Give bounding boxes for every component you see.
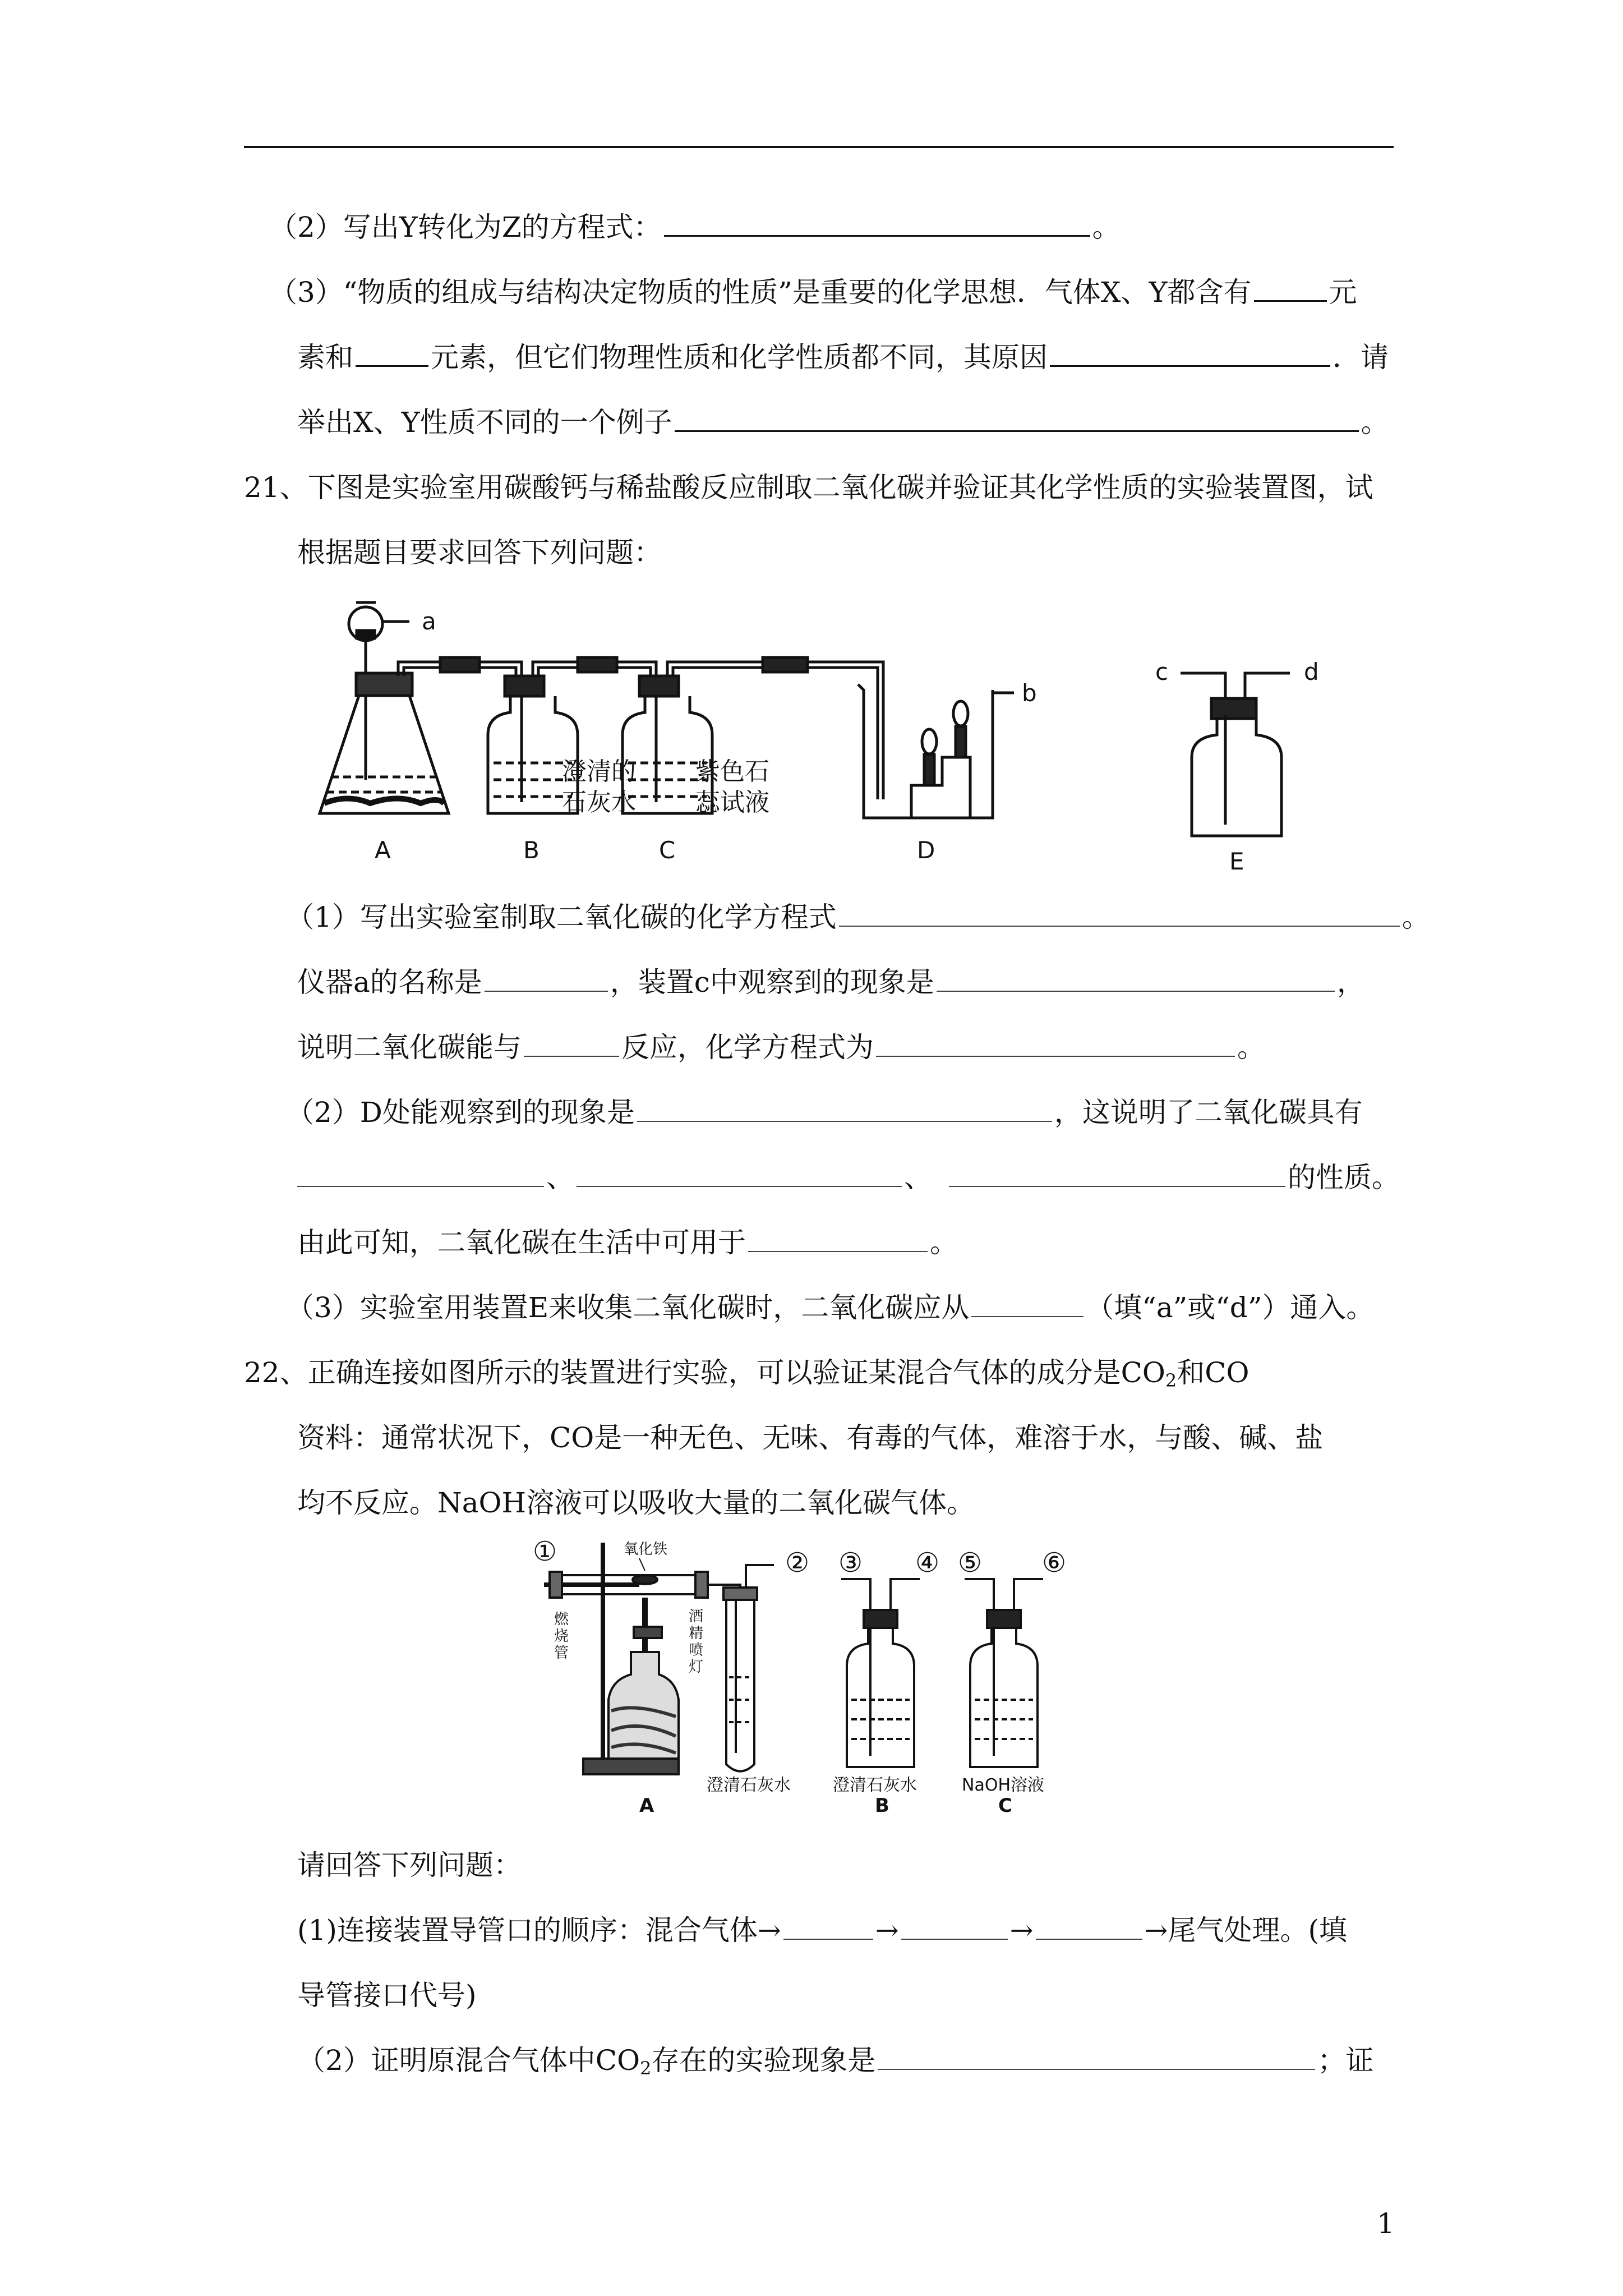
- answer-blank[interactable]: [1254, 300, 1327, 302]
- q20-part3-line1: （3）“物质的组成与结构决定物质的性质”是重要的化学思想．气体X、Y都含有 元: [269, 276, 1357, 309]
- label-lime-water-a: 澄清石灰水: [707, 1775, 791, 1795]
- label-litmus-2: 蕊试液: [695, 788, 769, 817]
- answer-blank[interactable]: [878, 2069, 1315, 2070]
- label-naoh-c: NaOH溶液: [962, 1775, 1044, 1795]
- label-c: c: [1155, 658, 1169, 685]
- q22-part1-line1: (1)连接装置导管口的顺序：混合气体→ → → →尾气处理。(填: [297, 1914, 1347, 1947]
- port-5-label: ⑤: [958, 1547, 983, 1579]
- answer-blank[interactable]: [949, 1186, 1285, 1187]
- label-lime-water-b: 澄清石灰水: [833, 1775, 917, 1795]
- label-a: a: [422, 608, 436, 635]
- q21-part3: （3）实验室用装置E来收集二氧化碳时，二氧化碳应从 （填“a”或“d”）通入。: [286, 1291, 1375, 1324]
- port-2-label: ②: [785, 1547, 810, 1579]
- q21-stem-line1: 21、下图是实验室用碳酸钙与稀盐酸反应制取二氧化碳并验证其化学性质的实验装置图，试: [244, 471, 1373, 504]
- answer-blank[interactable]: [675, 430, 1359, 432]
- header-rule: [244, 146, 1394, 148]
- q22-part1-line2: 导管接口代号): [297, 1979, 477, 2012]
- label-tube: 燃: [554, 1611, 569, 1628]
- apparatus-c-label: C: [659, 836, 676, 864]
- bottle-e: [1192, 719, 1281, 836]
- q21-stem-line2: 根据题目要求回答下列问题：: [297, 536, 662, 569]
- port-3-label: ③: [838, 1547, 863, 1579]
- answer-blank[interactable]: [637, 1121, 1052, 1122]
- answer-blank[interactable]: [664, 235, 1090, 237]
- answer-blank[interactable]: [524, 1056, 619, 1057]
- svg-text:精: 精: [689, 1625, 704, 1642]
- answer-blank[interactable]: [748, 1251, 928, 1252]
- port-1-label: ①: [533, 1536, 557, 1567]
- q20-part2: （2）写出Y转化为Z的方程式： 。: [269, 211, 1121, 243]
- q22-stem: 22、正确连接如图所示的装置进行实验，可以验证某混合气体的成分是$CO_2$和CO: [244, 1356, 1249, 1391]
- bottle-b: [847, 1628, 914, 1767]
- svg-text:烧: 烧: [554, 1628, 569, 1645]
- q22-apparatus-figure: [527, 1531, 1110, 1818]
- svg-text:喷: 喷: [689, 1642, 704, 1659]
- svg-text:管: 管: [554, 1645, 569, 1662]
- label-d: d: [1304, 658, 1319, 685]
- port-6-label: ⑥: [1042, 1547, 1067, 1579]
- q20-part3-line3: 举出X、Y性质不同的一个例子 。: [297, 406, 1389, 439]
- apparatus-c-label: C: [998, 1795, 1012, 1817]
- label-lime-water-2: 石灰水: [562, 788, 636, 817]
- q21-apparatus-figure: [303, 595, 1368, 875]
- answer-blank[interactable]: [1050, 365, 1330, 367]
- answer-blank[interactable]: [485, 991, 608, 992]
- answer-blank[interactable]: [901, 1939, 1008, 1940]
- svg-text:灯: 灯: [689, 1659, 704, 1676]
- answer-blank[interactable]: [297, 1186, 544, 1187]
- answer-blank[interactable]: [783, 1939, 873, 1940]
- spirit-lamp: [608, 1652, 679, 1759]
- answer-blank[interactable]: [937, 991, 1335, 992]
- answer-blank[interactable]: [1036, 1939, 1142, 1940]
- q22-info-line2: 均不反应。NaOH溶液可以吸收大量的二氧化碳气体。: [297, 1487, 975, 1519]
- q21-part1-line1: （1）写出实验室制取二氧化碳的化学方程式 。: [286, 901, 1430, 933]
- bottle-c: [970, 1628, 1038, 1767]
- page-number: 1: [1377, 2207, 1395, 2240]
- q22-prompt: 请回答下列问题：: [297, 1849, 522, 1881]
- q21-part2-line3: 由此可知，二氧化碳在生活中可用于 。: [297, 1226, 958, 1259]
- label-iron-oxide: 氧化铁: [624, 1541, 668, 1558]
- answer-blank[interactable]: [577, 1186, 902, 1187]
- answer-blank[interactable]: [971, 1316, 1083, 1317]
- answer-blank[interactable]: [356, 365, 428, 367]
- apparatus-b-label: B: [875, 1795, 889, 1817]
- label-litmus-1: 紫色石: [695, 757, 769, 786]
- apparatus-a-label: A: [639, 1795, 654, 1817]
- q21-part2-line2: 、 、 的性质。: [297, 1158, 1400, 1197]
- q22-part2: （2）证明原混合气体中$CO_2$存在的实验现象是 ；证: [297, 2044, 1374, 2079]
- label-lime-water-1: 澄清的: [562, 757, 636, 786]
- q21-part2-line1: （2）D处能观察到的现象是 ，这说明了二氧化碳具有: [286, 1096, 1363, 1129]
- apparatus-d-label: D: [917, 836, 935, 864]
- port-4-label: ④: [915, 1547, 940, 1579]
- q21-part1-line2: 仪器a的名称是 ，装置c中观察到的现象是 ，: [297, 966, 1365, 999]
- q22-info-line1: 资料：通常状况下，CO是一种无色、无味、有毒的气体，难溶于水，与酸、碱、盐: [297, 1421, 1324, 1454]
- apparatus-b-label: B: [523, 836, 540, 864]
- apparatus-a-label: A: [375, 836, 391, 864]
- apparatus-e-label: E: [1229, 848, 1244, 875]
- label-b: b: [1022, 679, 1037, 707]
- answer-blank[interactable]: [839, 926, 1400, 927]
- q20-part3-line2: 素和 元素，但它们物理性质和化学性质都不同，其原因 ．请: [297, 341, 1389, 374]
- q21-part1-line3: 说明二氧化碳能与 反应，化学方程式为 。: [297, 1031, 1265, 1064]
- label-blowlamp: 酒: [689, 1608, 704, 1625]
- answer-blank[interactable]: [876, 1056, 1235, 1057]
